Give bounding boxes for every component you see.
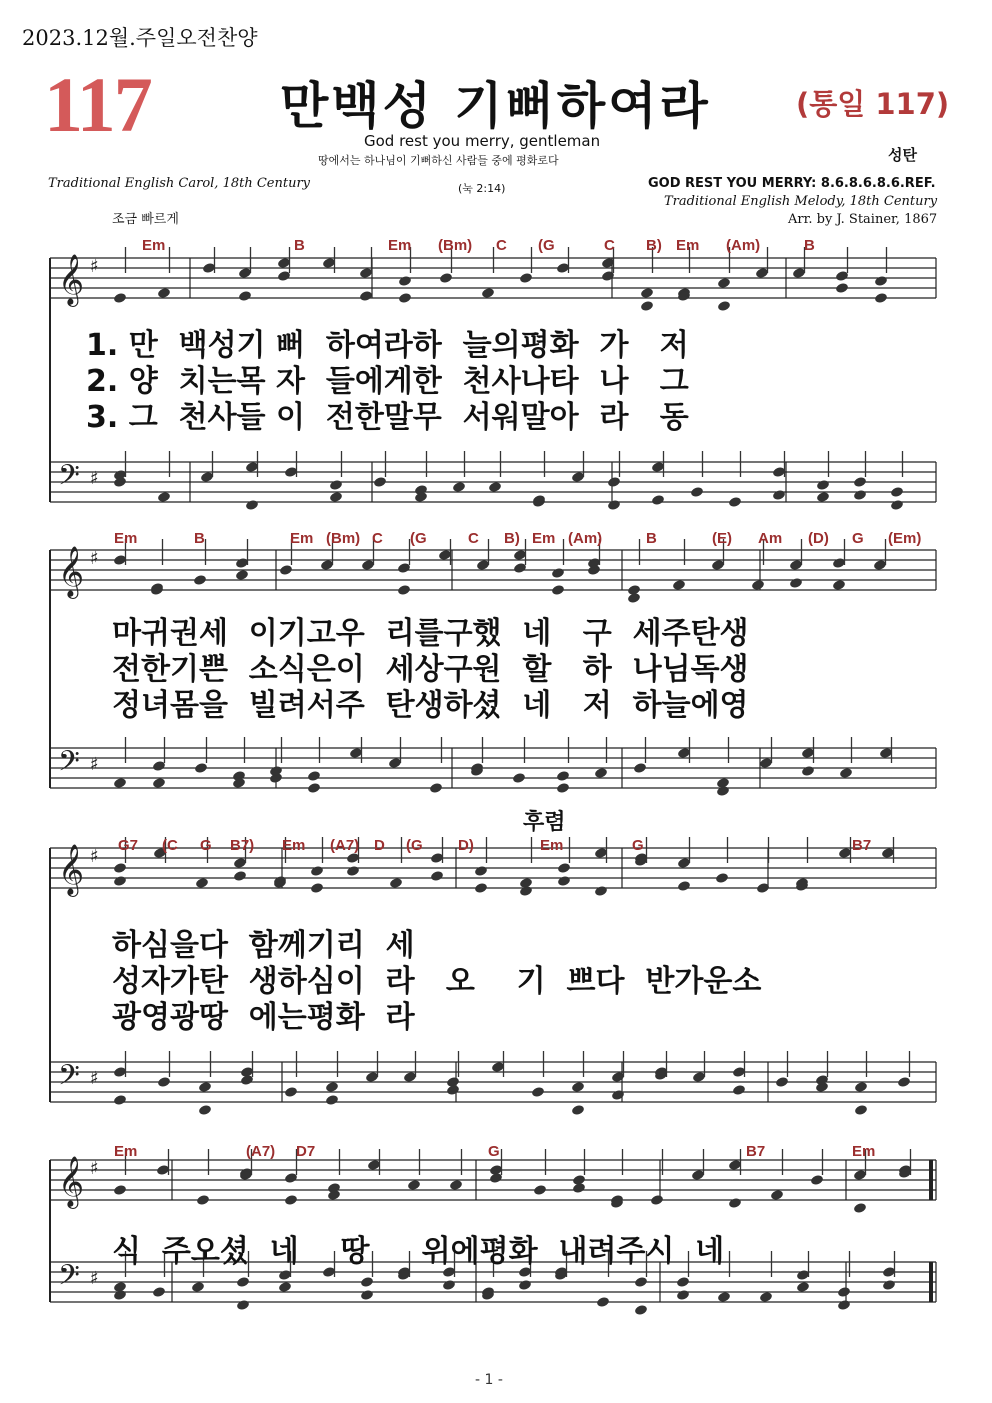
chord-symbol: Em [676, 237, 700, 254]
notehead [278, 1281, 292, 1293]
chord-symbol: (Am) [568, 530, 603, 547]
notehead [676, 1289, 690, 1301]
text-origin: Traditional English Carol, 18th Century [48, 176, 311, 191]
notehead [430, 870, 444, 882]
notehead [796, 1281, 810, 1293]
chord-symbol: (Bm) [438, 237, 473, 254]
notehead [152, 1286, 166, 1298]
bass-clef-icon: 𝄢 [58, 1059, 80, 1099]
notehead [310, 865, 324, 877]
chord-symbol: (C [162, 837, 178, 854]
notehead [640, 300, 654, 312]
notehead [772, 489, 786, 501]
document-header: 2023.12월.주일오전찬양 [22, 26, 258, 50]
chord-symbol: Em [114, 1143, 138, 1160]
hymn-title-korean: 만백성 기뻐하여라 [280, 77, 711, 135]
notehead [627, 592, 641, 604]
notehead [874, 292, 888, 304]
notehead [113, 875, 127, 887]
notehead [717, 300, 731, 312]
chord-symbol: C [604, 237, 615, 254]
notehead [557, 862, 571, 874]
notehead [557, 875, 571, 887]
notehead [672, 579, 686, 591]
notehead [816, 491, 830, 503]
chord-symbol: B) [646, 237, 662, 254]
notehead [198, 1104, 212, 1116]
notehead [279, 564, 293, 576]
chord-symbol: G [200, 837, 212, 854]
chord-symbol: B7) [230, 837, 255, 854]
chord-symbol: Em [852, 1143, 876, 1160]
notehead [113, 777, 127, 789]
notehead [191, 1281, 205, 1293]
refrain-label: 후렴 [523, 810, 566, 835]
notehead [113, 1094, 127, 1106]
notehead [690, 486, 704, 498]
notehead [346, 865, 360, 877]
notehead [307, 770, 321, 782]
notehead [245, 499, 259, 511]
notehead [716, 785, 730, 797]
page-number: - 1 - [475, 1372, 503, 1388]
bass-clef-icon: 𝄢 [58, 1259, 80, 1299]
notehead [195, 877, 209, 889]
chord-symbol: G7 [118, 837, 139, 854]
scripture-reference: (눅 2:14) [458, 182, 506, 195]
notehead [634, 1276, 648, 1288]
chord-symbol: (A7) [330, 837, 360, 854]
chord-symbol: (Am) [726, 237, 761, 254]
notehead [397, 584, 411, 596]
notehead [651, 494, 665, 506]
notehead [715, 872, 729, 884]
notehead [837, 1286, 851, 1298]
key-signature-sharp-icon: ♯ [90, 1158, 99, 1179]
notehead [329, 479, 343, 491]
notehead [157, 287, 171, 299]
treble-clef-icon: 𝄞 [58, 844, 85, 895]
chord-symbol: D) [458, 837, 474, 854]
chord-symbol: B [804, 237, 815, 254]
chord-symbol: (A7) [246, 1143, 276, 1160]
notehead [407, 1179, 421, 1191]
notehead [531, 1086, 545, 1098]
notehead [193, 574, 207, 586]
notehead [113, 1289, 127, 1301]
notehead [329, 491, 343, 503]
chord-symbol: G [488, 1143, 500, 1160]
chord-symbol: B7 [852, 837, 872, 854]
notehead [360, 1289, 374, 1301]
chord-symbol: B [294, 237, 305, 254]
notehead [728, 496, 742, 508]
scripture-verse: 땅에서는 하나님이 기뻐하신 사람들 중에 평화로다 [318, 154, 559, 167]
chord-symbol: B) [504, 530, 520, 547]
notehead [816, 479, 830, 491]
notehead [854, 1081, 868, 1093]
notehead [832, 579, 846, 591]
notehead [398, 275, 412, 287]
chord-symbol: Em [388, 237, 412, 254]
notehead [837, 1299, 851, 1311]
notehead [633, 762, 647, 774]
notehead [882, 1279, 896, 1291]
lyric-line: 마귀권세 이기고우 리를구했 네 구 세주탄생 [112, 616, 749, 651]
chord-symbol: G [852, 530, 864, 547]
notehead [157, 1076, 171, 1088]
notehead [854, 1104, 868, 1116]
chord-symbol: Am [758, 530, 783, 547]
notehead [853, 489, 867, 501]
chord-symbol: (E) [712, 530, 732, 547]
chord-symbol: (G [538, 237, 555, 254]
notehead [449, 1179, 463, 1191]
notehead [611, 1089, 625, 1101]
notehead [676, 1276, 690, 1288]
notehead [238, 290, 252, 302]
notehead [650, 1194, 664, 1206]
key-signature-sharp-icon: ♯ [90, 1068, 99, 1089]
notehead [310, 882, 324, 894]
lyric-line: 성자가탄 생하심이 라 오 기 쁘다 반가운소 [112, 964, 762, 999]
hymn-number: 117 [44, 61, 151, 148]
treble-clef-icon: 𝄞 [58, 254, 85, 305]
notehead [853, 476, 867, 488]
notehead [571, 1104, 585, 1116]
notehead [594, 767, 608, 779]
hymn-title-english: God rest you merry, gentleman [364, 132, 601, 150]
notehead [533, 1184, 547, 1196]
notehead [607, 499, 621, 511]
key-signature-sharp-icon: ♯ [90, 468, 99, 489]
key-signature-sharp-icon: ♯ [90, 256, 99, 277]
chord-symbol: Em [114, 530, 138, 547]
chord-symbol: (Em) [888, 530, 922, 547]
notehead [488, 481, 502, 493]
key-signature-sharp-icon: ♯ [90, 846, 99, 867]
notehead [801, 765, 815, 777]
notehead [442, 1279, 456, 1291]
lyric-line: 1. 만 백성기 뻐 하여라하 늘의평화 가 저 [86, 328, 689, 363]
notehead [389, 877, 403, 889]
notehead [596, 1296, 610, 1308]
notehead [236, 1299, 250, 1311]
notehead [717, 1291, 731, 1303]
notehead [446, 1084, 460, 1096]
notehead [607, 476, 621, 488]
lyric-line: 광영광땅 에는평화 라 [112, 1000, 415, 1035]
notehead [594, 885, 608, 897]
notehead [519, 885, 533, 897]
notehead [325, 1081, 339, 1093]
notehead [890, 486, 904, 498]
notehead [235, 569, 249, 581]
lyric-line: 하심을다 함께기리 세 [112, 928, 415, 963]
lyric-line: 2. 양 치는목 자 들에게한 천사나타 나 그 [86, 364, 689, 399]
notehead [194, 762, 208, 774]
lyric-line: 전한기쁜 소식은이 세상구원 할 하 나님독생 [112, 652, 749, 687]
chord-symbol: Em [290, 530, 314, 547]
chord-symbol: G [632, 837, 644, 854]
notehead [571, 1081, 585, 1093]
notehead [284, 1086, 298, 1098]
notehead [551, 567, 565, 579]
chord-symbol: C [496, 237, 507, 254]
chord-symbol: (D) [808, 530, 829, 547]
notehead [474, 865, 488, 877]
notehead [770, 1189, 784, 1201]
notehead [373, 476, 387, 488]
chord-symbol: D7 [296, 1143, 316, 1160]
notehead [890, 499, 904, 511]
notehead [152, 777, 166, 789]
notehead [717, 277, 731, 289]
notehead [474, 882, 488, 894]
notehead [775, 1076, 789, 1088]
hymn-category: 성탄 [888, 146, 917, 164]
treble-clef-icon: 𝄞 [58, 1156, 85, 1207]
notehead [874, 275, 888, 287]
chord-symbol: (G [406, 837, 423, 854]
notehead [518, 1279, 532, 1291]
lyric-line: 식 주오셨 네 땅 위에평화 내려주시 네 [112, 1234, 725, 1269]
notehead [853, 1202, 867, 1214]
notehead [452, 481, 466, 493]
arranger-credit: Arr. by J. Stainer, 1867 [788, 212, 938, 227]
notehead [640, 287, 654, 299]
key-signature-sharp-icon: ♯ [90, 1268, 99, 1289]
notehead [810, 1174, 824, 1186]
melody-credit: Traditional English Melody, 18th Century [664, 194, 938, 209]
lyric-line: 3. 그 천사들 이 전한말무 서워말아 라 동 [86, 400, 689, 435]
notehead [512, 772, 526, 784]
notehead [732, 1084, 746, 1096]
notehead [196, 1194, 210, 1206]
chord-symbol: (Bm) [326, 530, 361, 547]
chord-symbol: Em [282, 837, 306, 854]
notehead [325, 1094, 339, 1106]
notehead [728, 1197, 742, 1209]
chord-symbol: (G [410, 530, 427, 547]
key-signature-sharp-icon: ♯ [90, 754, 99, 775]
notehead [519, 272, 533, 284]
chord-symbol: C [468, 530, 479, 547]
key-signature-sharp-icon: ♯ [90, 548, 99, 569]
chord-symbol: B [646, 530, 657, 547]
notehead [551, 584, 565, 596]
notehead [113, 292, 127, 304]
chord-symbol: B [194, 530, 205, 547]
notehead [835, 282, 849, 294]
notehead [307, 782, 321, 794]
notehead [360, 1276, 374, 1288]
treble-clef-icon: 𝄞 [58, 546, 85, 597]
tune-name: GOD REST YOU MERRY: 8.6.8.6.8.6.REF. [648, 176, 936, 191]
notehead [359, 290, 373, 302]
notehead [429, 782, 443, 794]
notehead [236, 1276, 250, 1288]
notehead [233, 870, 247, 882]
notehead [157, 491, 171, 503]
notehead [556, 770, 570, 782]
notehead [759, 1291, 773, 1303]
chord-symbol: Em [142, 237, 166, 254]
notehead [481, 287, 495, 299]
notehead [839, 767, 853, 779]
chord-symbol: B7 [746, 1143, 766, 1160]
lyric-line: 정녀몸을 빌려서주 탄생하셨 네 저 하늘에영 [112, 688, 749, 723]
notehead [572, 1182, 586, 1194]
tempo-marking: 조금 빠르게 [112, 212, 179, 227]
notehead [439, 272, 453, 284]
notehead [198, 1081, 212, 1093]
notehead [113, 1184, 127, 1196]
chord-symbol: D [374, 837, 385, 854]
notehead [556, 782, 570, 794]
chord-symbol: Em [532, 530, 556, 547]
notehead [897, 1076, 911, 1088]
unified-hymnal-number: (통일 117) [796, 87, 950, 121]
notehead [284, 1194, 298, 1206]
notehead [789, 577, 803, 589]
notehead [677, 880, 691, 892]
chord-symbol: C [372, 530, 383, 547]
notehead [398, 292, 412, 304]
notehead [634, 1304, 648, 1316]
notehead [113, 862, 127, 874]
bass-clef-icon: 𝄢 [58, 459, 80, 499]
chord-symbol: Em [540, 837, 564, 854]
bass-clef-icon: 𝄢 [58, 745, 80, 785]
notehead [751, 579, 765, 591]
